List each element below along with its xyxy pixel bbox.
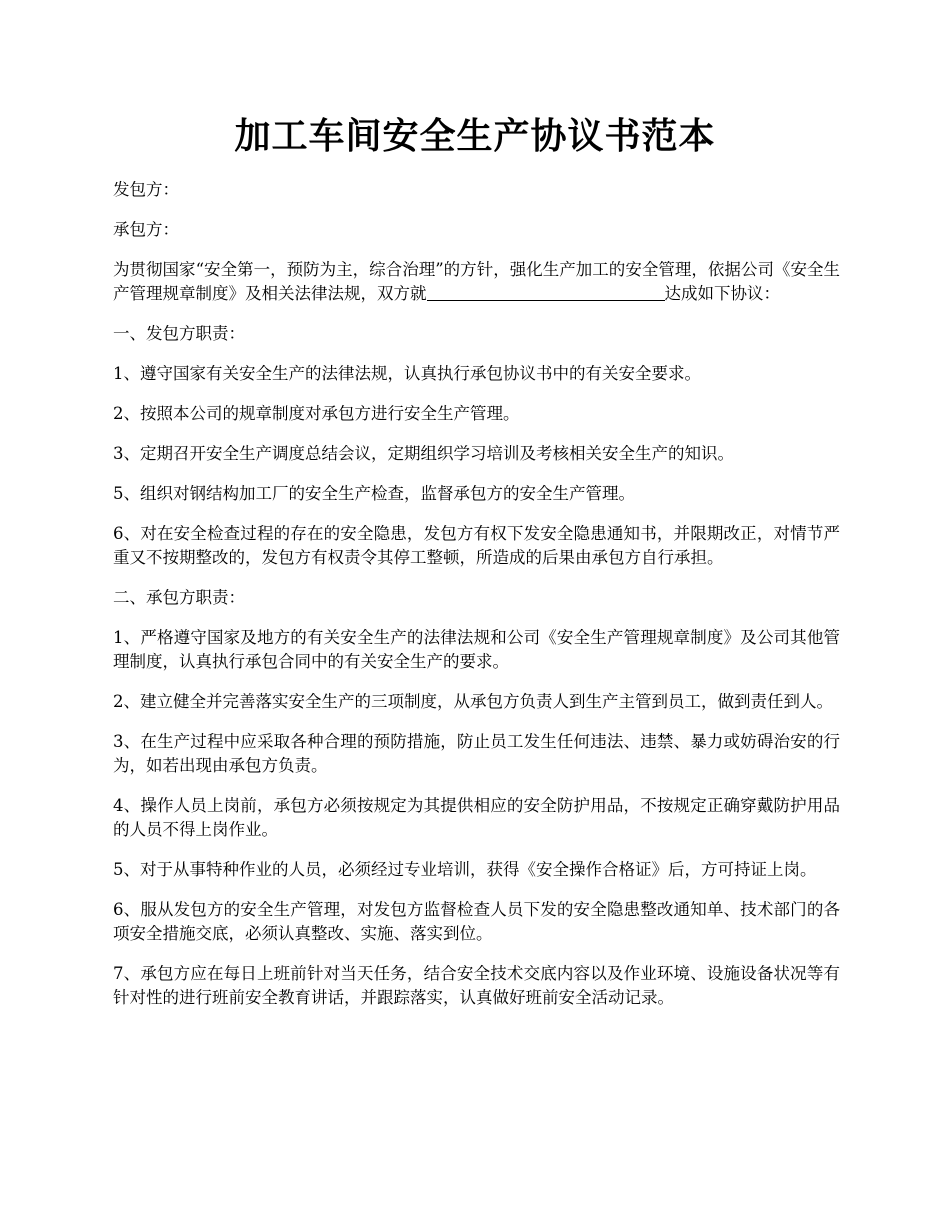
party-a-clause: 3、定期召开安全生产调度总结会议，定期组织学习培训及考核相关安全生产的知识。 <box>113 444 734 463</box>
party-b-clause: 3、在生产过程中应采取各种合理的预防措施，防止员工发生任何违法、违禁、暴力或妨碍治安的行为，如若出现由承包方负责。 <box>113 732 840 775</box>
section-heading-party-b: 二、承包方职责： <box>113 588 245 607</box>
party-a-clause: 5、组织对钢结构加工厂的安全生产检查，监督承包方的安全生产管理。 <box>113 484 635 503</box>
document-body <box>113 178 840 1026</box>
party-b-clause: 5、对于从事特种作业的人员，必须经过专业培训，获得《安全操作合格证》后，方可持证上岗。 <box>113 860 817 879</box>
fill-in-blank-line <box>427 282 665 301</box>
party-a-clause: 1、遵守国家有关安全生产的法律法规，认真执行承包协议书中的有关安全要求。 <box>113 364 701 383</box>
party-b-line: 承包方： <box>113 220 179 239</box>
intro-paragraph <box>113 258 840 306</box>
party-b-clause: 6、服从发包方的安全生产管理，对发包方监督检查人员下发的安全隐患整改通知单、技术部门的各项安全措施交底，必须认真整改、实施、落实到位。 <box>113 900 840 943</box>
party-a-line: 发包方： <box>113 180 179 199</box>
party-b-clause: 1、严格遵守国家及地方的有关安全生产的法律法规和公司《安全生产管理规章制度》及公司其他管理制度，认真执行承包合同中的有关安全生产的要求。 <box>113 628 840 671</box>
party-a-clause: 6、对在安全检查过程的存在的安全隐患，发包方有权下发安全隐患通知书，并限期改正，对情节严重又不按期整改的，发包方有权责令其停工整顿，所造成的后果由承包方自行承担。 <box>113 524 840 567</box>
document-title: 加工车间安全生产协议书范本 <box>234 115 716 157</box>
intro-text: 为贯彻国家“安全第一，预防为主，综合治理”的方针，强化生产加工的安全管理，依据公司《安全生产管理规章制度》及相关法律法规，双方就 <box>113 260 840 303</box>
party-a-clause: 2、按照本公司的规章制度对承包方进行安全生产管理。 <box>113 404 520 423</box>
party-b-clause: 2、建立健全并完善落实安全生产的三项制度，从承包方负责人到生产主管到员工，做到责任到人。 <box>113 692 833 711</box>
intro-text-end: 达成如下协议： <box>664 284 780 303</box>
party-b-clause: 4、操作人员上岗前，承包方必须按规定为其提供相应的安全防护用品，不按规定正确穿戴防护用品的人员不得上岗作业。 <box>113 796 840 839</box>
section-heading-party-a: 一、发包方职责： <box>113 324 245 343</box>
party-b-clause: 7、承包方应在每日上班前针对当天任务，结合安全技术交底内容以及作业环境、设施设备状况等有针对性的进行班前安全教育讲话，并跟踪落实，认真做好班前安全活动记录。 <box>113 964 840 1007</box>
